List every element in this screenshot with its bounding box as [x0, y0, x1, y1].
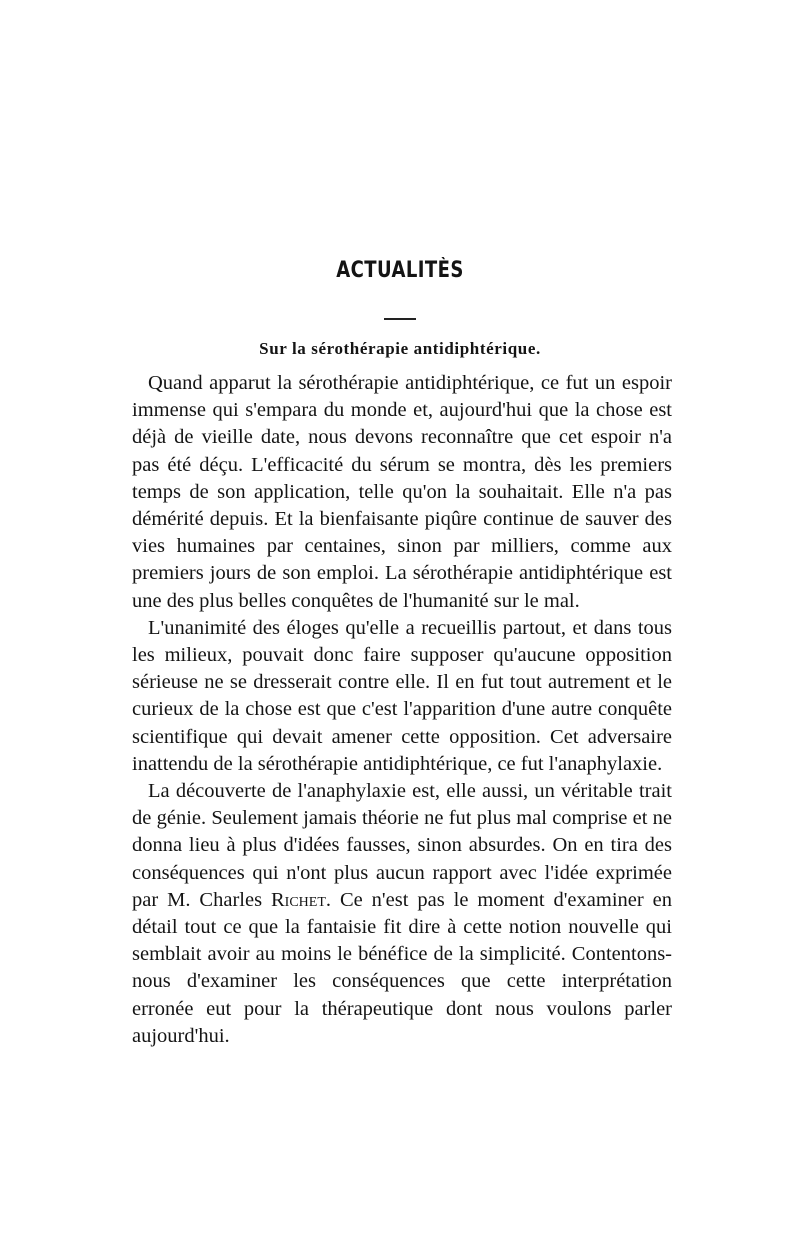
paragraph-3 — [132, 778, 672, 1050]
paragraph-3-text-after-name: . Ce n'est pas le moment d'examiner en détail tout ce que la fantaisie fit dire à cette notion nouvelle qui semblait avoir au moins le bénéfice de la simplicité. Contentons-nous d'examiner les conséquences que cette interprétation erronée eut pour la thérapeutique dont nous voulons parler aujourd'hui. — [132, 888, 672, 1047]
paragraph-2: L'unanimité des éloges qu'elle a recueillis partout, et dans tous les milieux, pouvait donc faire supposer qu'aucune opposition sérieuse ne se dresserait contre elle. Il en fut tout autrement et le curieux de la chose est que c'est l'apparition d'une autre conquête scientifique qui devait amener cette opposition. Cet adversaire inattendu de la sérothérapie antidiphtérique, ce fut l'anaphylaxie. — [132, 616, 672, 775]
author-name-richet: Richet — [271, 888, 326, 911]
article-subtitle: Sur la sérothérapie antidiphtérique. — [259, 339, 541, 358]
paragraph-3-text-before-name: La découverte de l'anaphylaxie est, elle aussi, un véritable trait de génie. Seulement jamais théorie ne fut plus mal comprise et ne donna lieu à plus d'idées fausses, sinon absurdes. On en tira des conséquences qui n'ont plus aucun rapport avec l'idée exprimée par M. Charles — [132, 780, 672, 911]
title-rule — [384, 318, 416, 320]
paragraph-1: Quand apparut la sérothérapie antidiphtérique, ce fut un espoir immense qui s'empara du monde et, aujourd'hui que la chose est déjà de vieille date, nous devons reconnaître que cet espoir n'a pas été déçu. L'efficacité du sérum se montra, dès les premiers temps de son application, telle qu'on la souhaitait. Elle n'a pas démérité depuis. Et la bienfaisante piqûre continue de sauver des vies humaines par centaines, sinon par milliers, comme aux premiers jours de son emploi. La sérothérapie antidiphtérique est une des plus belles conquêtes de l'humanité sur le mal. — [132, 372, 672, 612]
section-title: ACTUALITÈS — [336, 258, 464, 283]
article-body — [132, 370, 672, 1050]
